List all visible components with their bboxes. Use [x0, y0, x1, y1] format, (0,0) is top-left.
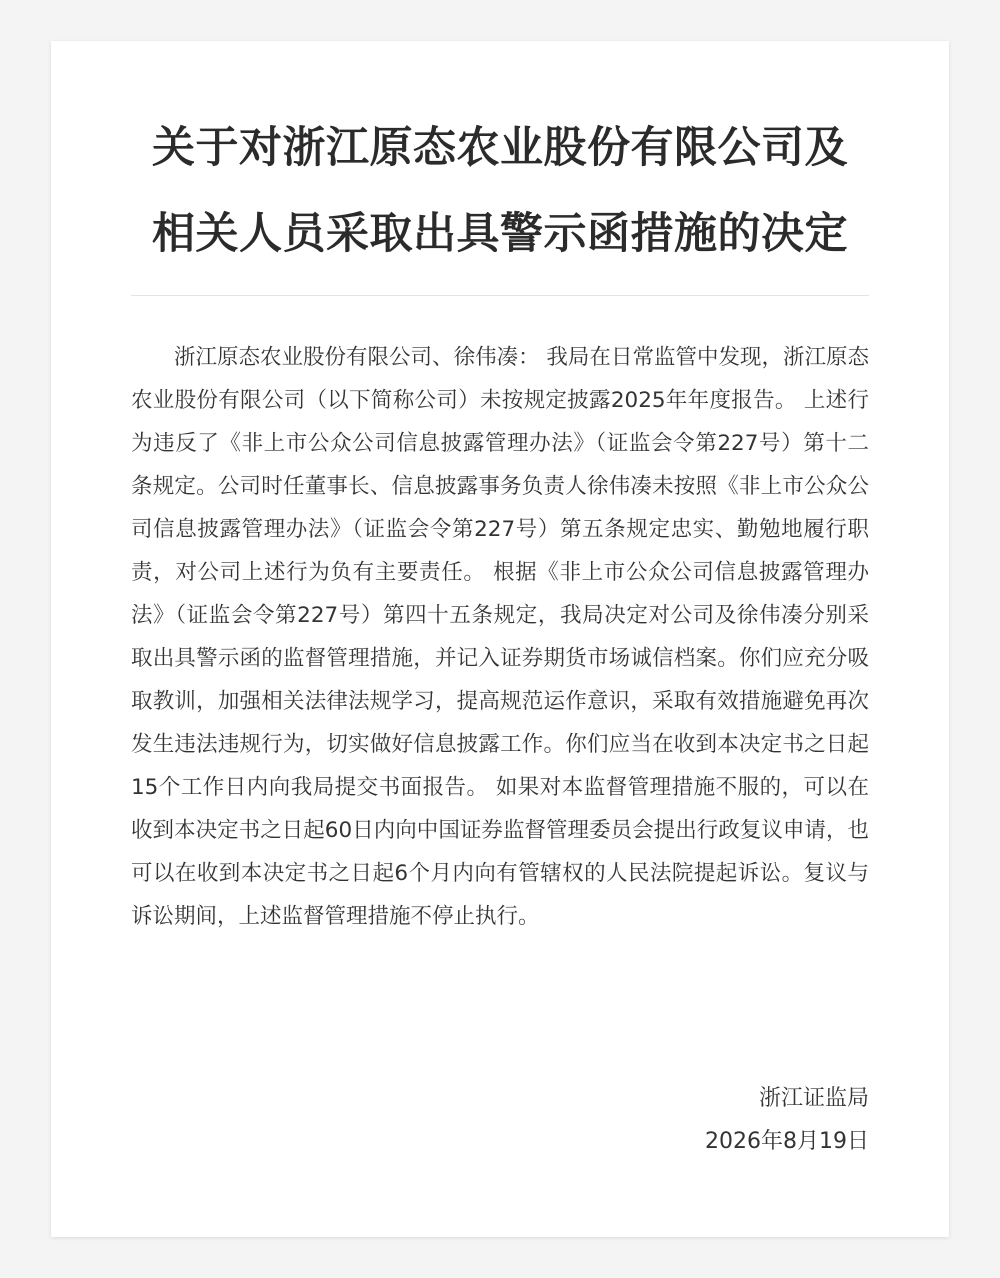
issuer-name: 浙江证监局	[758, 1086, 869, 1111]
document-content	[131, 41, 869, 1154]
document-title-line-1: 关于对浙江原态农业股份有限公司及	[152, 123, 848, 173]
document-card	[51, 41, 949, 1237]
document-title-line-2: 相关人员采取出具警示函措施的决定	[152, 209, 848, 259]
issue-date: 2026年8月19日	[705, 1129, 869, 1154]
signature-block	[705, 1077, 869, 1163]
document-body: 浙江原态农业股份有限公司、徐伟凑： 我局在日常监管中发现，浙江原态农业股份有限公司（以下简称公司）未按规定披露2025年年度报告。 上述行为违反了《非上市公众公司信息披露管理办法》（证监会令第227号）第十二条规定。公司时任董事长、信息披露事务负责人徐伟凑未按照《非上市公众公司信息披露管理办法》（证监会令第227号）第五条规定忠实、勤勉地履行职责，对公司上述行为负有主要责任。 根据《非上市公众公司信息披露管理办法》（证监会令第227号）第四十五条规定，我局决定对公司及徐伟凑分别采取出具警示函的监督管理措施，并记入证券期货市场诚信档案。你们应充分吸取教训，加强相关法律法规学习，提高规范运作意识，采取有效措施避免再次发生违法违规行为，切实做好信息披露工作。你们应当在收到本决定书之日起15个工作日内向我局提交书面报告。 如果对本监督管理措施不服的，可以在收到本决定书之日起60日内向中国证券监督管理委员会提出行政复议申请，也可以在收到本决定书之日起6个月内向有管辖权的人民法院提起诉讼。复议与诉讼期间，上述监督管理措施不停止执行。	[131, 345, 869, 929]
document-title	[131, 41, 869, 277]
